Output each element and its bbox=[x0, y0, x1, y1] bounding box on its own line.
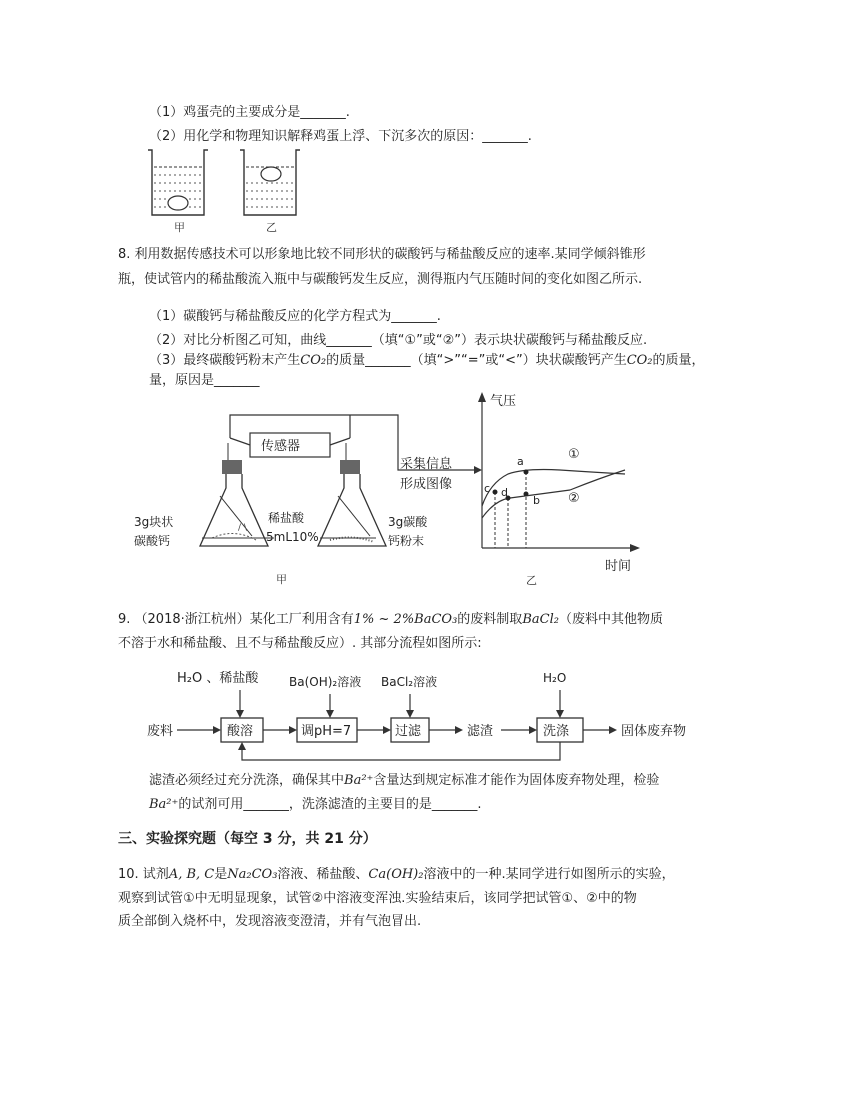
svg-text:采集信息: 采集信息 bbox=[400, 457, 453, 472]
svg-text:洗涤: 洗涤 bbox=[543, 724, 570, 739]
sensor-label: 传感器 bbox=[261, 439, 301, 454]
egg-beakers-figure bbox=[140, 145, 320, 235]
sensor-apparatus-figure bbox=[134, 388, 660, 588]
co2-formula: CO₂ bbox=[626, 353, 653, 368]
svg-text:废料: 废料 bbox=[147, 724, 174, 739]
svg-text:3g碳酸: 3g碳酸 bbox=[388, 515, 428, 529]
q7-sub1: （1）鸡蛋壳的主要成分是_______. bbox=[149, 105, 350, 120]
svg-text:/ \: / \ bbox=[238, 523, 247, 533]
svg-text:c: c bbox=[484, 482, 491, 495]
q8-sub2: （2）对比分析图乙可知，曲线_______（填“①”或“②”）表示块状碳酸钙与稀盐酸反应. bbox=[149, 333, 648, 348]
svg-text:气压: 气压 bbox=[490, 394, 517, 409]
beaker-yi bbox=[240, 150, 300, 215]
svg-text:酸溶: 酸溶 bbox=[227, 724, 254, 739]
svg-text:BaCl₂溶液: BaCl₂溶液 bbox=[381, 675, 438, 689]
q8-sub1: （1）碳酸钙与稀盐酸反应的化学方程式为_______. bbox=[149, 309, 441, 324]
q8-sub3-line2: 量，原因是_______ bbox=[149, 373, 260, 388]
q9-note-line2: Ba²⁺的试剂可用_______，洗涤滤渣的主要目的是_______. bbox=[149, 797, 482, 812]
svg-text:H₂O 、稀盐酸: H₂O 、稀盐酸 bbox=[177, 671, 259, 686]
svg-text:碳酸钙: 碳酸钙 bbox=[134, 534, 171, 548]
q10-stem-line2: 观察到试管①中无明显现象，试管②中溶液变浑浊.实验结束后，该同学把试管①、②中的物 bbox=[118, 891, 637, 906]
svg-text:②: ② bbox=[568, 491, 580, 506]
svg-text:乙: 乙 bbox=[526, 574, 537, 587]
svg-text:H₂O: H₂O bbox=[543, 671, 567, 685]
egg-icon bbox=[261, 167, 281, 181]
svg-text:过滤: 过滤 bbox=[395, 724, 422, 739]
q7-sub2: （2）用化学和物理知识解释鸡蛋上浮、下沉多次的原因：_______. bbox=[149, 129, 532, 144]
section-3-heading: 三、实验探究题（每空 3 分，共 21 分） bbox=[118, 831, 377, 847]
svg-text:d: d bbox=[501, 486, 508, 499]
right-flask bbox=[318, 443, 386, 546]
q8-stem-line1: 8. 利用数据传感技术可以形象地比较不同形状的碳酸钙与稀盐酸反应的速率.某同学倾斜锥形 bbox=[118, 247, 646, 262]
svg-text:①: ① bbox=[568, 447, 580, 462]
egg-icon bbox=[168, 196, 188, 210]
label-yi: 乙 bbox=[266, 221, 277, 234]
q9-stem-line2: 不溶于水和稀盐酸、且不与稀盐酸反应）. 其部分流程如图所示: bbox=[118, 636, 482, 651]
flowchart-figure bbox=[145, 664, 715, 770]
q10-stem-line1: 10. 试剂A, B, C是Na₂CO₃溶液、稀盐酸、Ca(OH)₂溶液中的一种.某同学进行如图所示的实验， bbox=[118, 867, 675, 882]
svg-text:b: b bbox=[533, 494, 540, 507]
q8-stem-line2: 瓶，使试管内的稀盐酸流入瓶中与碳酸钙发生反应，测得瓶内气压随时间的变化如图乙所示. bbox=[118, 272, 643, 287]
svg-text:形成图像: 形成图像 bbox=[400, 477, 453, 492]
svg-text:3g块状: 3g块状 bbox=[134, 515, 174, 529]
svg-text:5mL10%: 5mL10% bbox=[266, 530, 319, 544]
label-jia: 甲 bbox=[174, 221, 185, 234]
pressure-graph bbox=[478, 392, 640, 587]
svg-text:稀盐酸: 稀盐酸 bbox=[268, 511, 305, 525]
svg-text:时间: 时间 bbox=[605, 559, 632, 574]
svg-text:调pH=7: 调pH=7 bbox=[301, 724, 352, 739]
svg-text:钙粉末: 钙粉末 bbox=[388, 534, 425, 548]
left-flask bbox=[200, 443, 268, 546]
q10-stem-line3: 质全部倒入烧杯中，发现溶液变澄清，并有气泡冒出. bbox=[118, 914, 422, 929]
q9-stem-line1: 9. （2018·浙江杭州）某化工厂利用含有1% ~ 2%BaCO₃的废料制取BaCl₂（废料中其他物质 bbox=[118, 612, 663, 627]
q9-note-line1: 滤渣必须经过充分洗涤，确保其中Ba²⁺含量达到规定标准才能作为固体废弃物处理，检验 bbox=[149, 773, 660, 788]
svg-text:a: a bbox=[517, 455, 524, 468]
beaker-jia bbox=[148, 150, 208, 215]
svg-text:甲: 甲 bbox=[276, 573, 287, 586]
svg-text:滤渣: 滤渣 bbox=[467, 724, 494, 739]
q8-sub3: （3）最终碳酸钙粉末产生CO₂的质量_______（填“>”“=”或“<”）块状碳酸钙产生CO₂的质量， bbox=[149, 353, 705, 368]
co2-formula: CO₂ bbox=[300, 353, 327, 368]
svg-text:固体废弃物: 固体废弃物 bbox=[621, 724, 687, 739]
svg-text:Ba(OH)₂溶液: Ba(OH)₂溶液 bbox=[289, 675, 362, 689]
